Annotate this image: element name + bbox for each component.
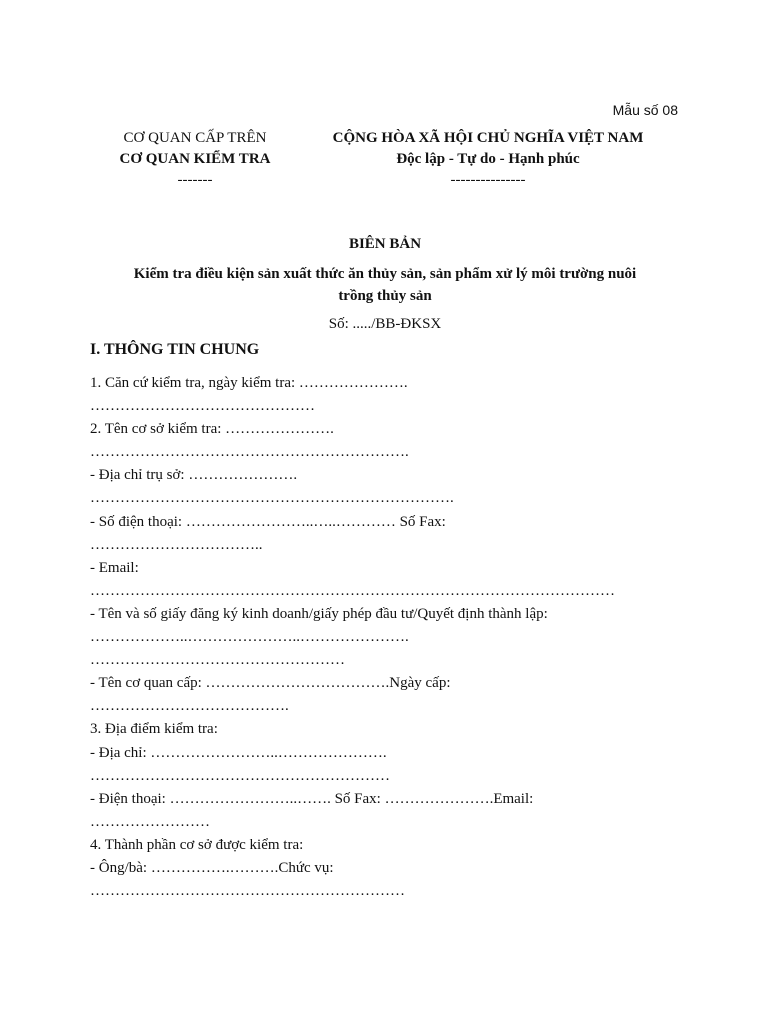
document-title: BIÊN BẢN (348, 236, 422, 252)
subtitle-line-1: Kiểm tra điều kiện sản xuất thức ăn thủy sản, sản phẩm xử lý môi trường nuôi (133, 266, 637, 282)
motto: Độc lập - Tự do - Hạnh phúc (396, 151, 580, 167)
form-line-business-license: - Tên và số giấy đăng ký kinh doanh/giấy phép đầu tư/Quyết định thành lập: (90, 605, 548, 622)
form-line-facility-members: 4. Thành phần cơ sở được kiểm tra: (90, 836, 304, 853)
form-line-inspection-location: 3. Địa điểm kiểm tra: (90, 721, 218, 738)
agency-name: CƠ QUAN KIỂM TRA (119, 151, 271, 167)
subtitle-line-2: trồng thủy sản (338, 288, 432, 304)
form-body (90, 372, 680, 903)
form-line-dots: …………………………………………… (90, 652, 345, 669)
section-heading: I. THÔNG TIN CHUNG (90, 341, 260, 358)
form-line-dots: ………………..…………………..…………………. (90, 629, 409, 646)
form-line-inspection-date: 1. Căn cứ kiểm tra, ngày kiểm tra: …………………. (90, 375, 408, 391)
agency-block (95, 128, 295, 191)
form-line-dots: …………………… (90, 813, 210, 830)
form-line-issuing-agency: - Tên cơ quan cấp: ……………………………….Ngày cấp: (90, 675, 451, 692)
form-line-phone-fax-email: - Điện thoại: ……………………..……. Số Fax: ………………….Email: (90, 790, 534, 807)
form-line-dots: …………………………………………………… (90, 767, 390, 784)
form-line-dots: ………………………………………………………. (90, 444, 409, 461)
form-line-address: - Địa chỉ: ……………………..…………………. (90, 744, 387, 761)
nation-name: CỘNG HÒA XÃ HỘI CHỦ NGHĨA VIỆT NAM (332, 130, 644, 146)
nation-block (300, 128, 676, 191)
form-line-dots: …………………………………. (90, 698, 289, 715)
form-line-dots: …………………………….. (90, 536, 263, 553)
form-line-head-office: - Địa chỉ trụ sở: …………………. (90, 467, 298, 484)
form-line-dots: ……………………………………… (90, 398, 315, 415)
agency-upper: CƠ QUAN CẤP TRÊN (123, 130, 267, 146)
form-line-dots: …………………………………………………………………………………………… (90, 582, 615, 599)
motto-rule: --------------- (450, 172, 526, 188)
form-code: Mẫu số 08 (612, 102, 678, 118)
form-line-facility-name: 2. Tên cơ sở kiểm tra: …………………. (90, 421, 334, 438)
document-subtitle (90, 263, 680, 307)
document-number: Số: ...../BB-ĐKSX (328, 316, 442, 332)
form-line-phone-fax: - Số điện thoại: ……………………..…..………… Số Fax: (90, 513, 446, 530)
agency-rule: ------- (177, 172, 213, 188)
form-line-person-position: - Ông/bà: …………….……….Chức vụ: (90, 859, 334, 876)
form-line-dots: ……………………………………………………… (90, 883, 405, 900)
form-line-email: - Email: (90, 559, 139, 576)
form-line-dots: ………………………………………………………………. (90, 490, 454, 507)
